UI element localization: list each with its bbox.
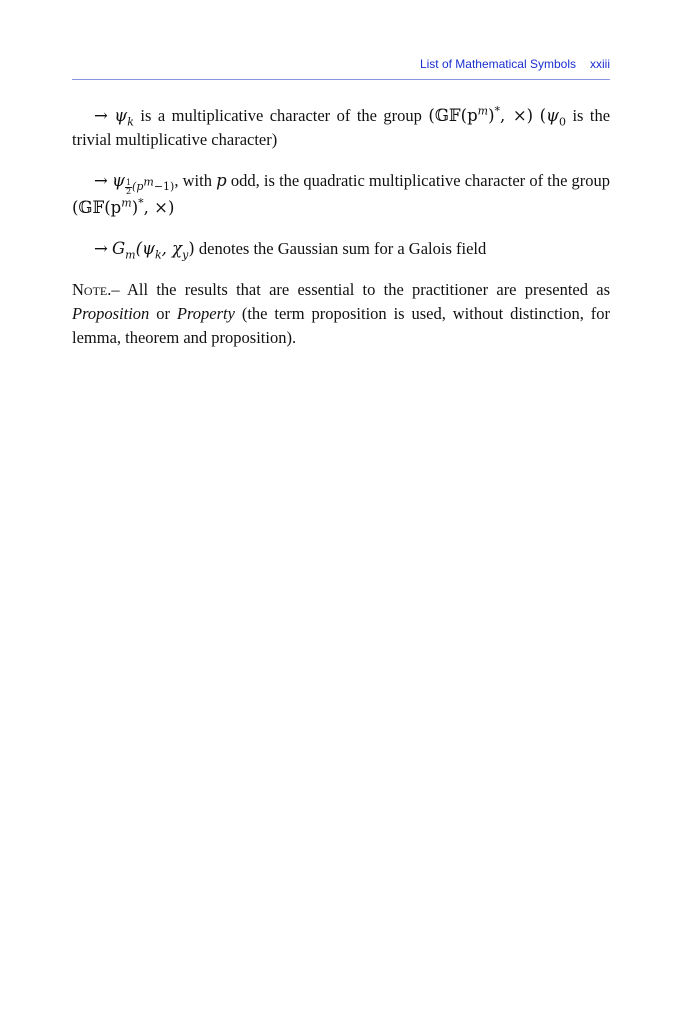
note-label: Note — [72, 279, 108, 299]
running-header-title: List of Mathematical Symbols — [419, 57, 576, 71]
header-rule — [72, 79, 610, 80]
body-text — [72, 104, 610, 367]
page-number: xxiii — [590, 57, 610, 71]
property-term: Property — [176, 303, 235, 323]
running-header — [72, 57, 610, 75]
symbol-definition-gaussian-sum: → $G_m(\psi_k$, $\chi_y$) denotes the Gaussian sum for a Galois field — [94, 238, 487, 262]
symbol-definition-quadratic-character: → ψ $_{\frac{1}{2} (p^m-1)}$, with p odd, is the quadratic multiplicative character of the group ($𝔾𝔽(p^m)^*$, ×) — [72, 171, 611, 217]
note-paragraph: Note.– All the results that are essential to the practitioner are presented as Proposition or Property (the term proposition is used, without distinction, for lemma, theorem and proposition). — [72, 279, 611, 347]
proposition-term: Proposition — [72, 303, 150, 323]
symbol-definition-psi-k: → $\psi_k$ is a multiplicative character of the group ($𝔾𝔽(p^m)^*$, ×) ($\psi_0$ is the trivial multiplicative character) — [72, 104, 611, 149]
